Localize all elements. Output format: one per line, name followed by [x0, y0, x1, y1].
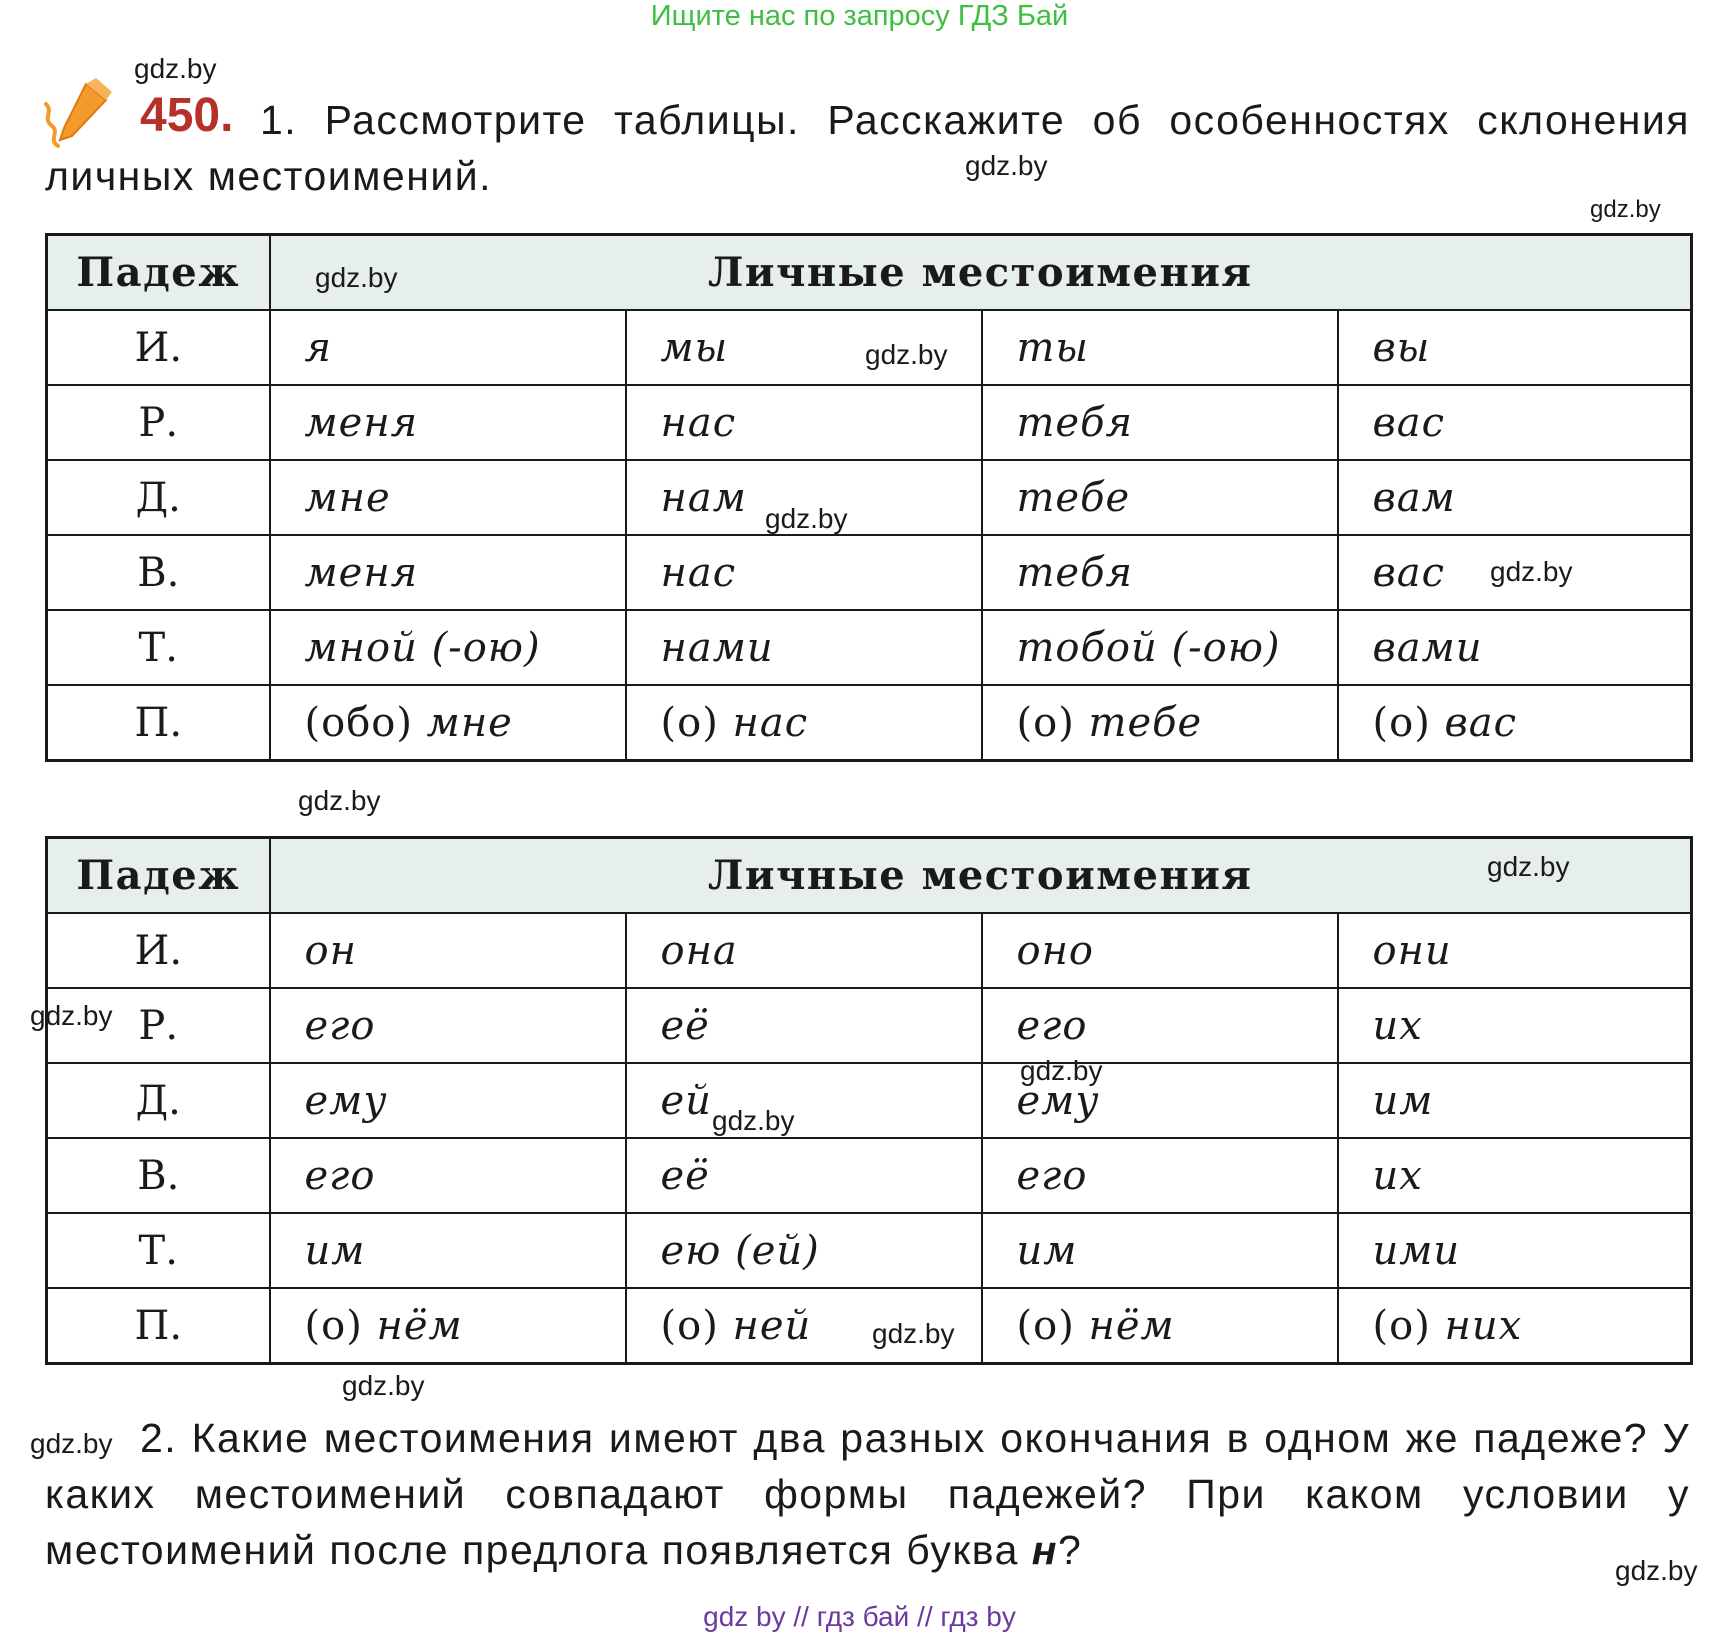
pronoun-form: они	[1372, 927, 1452, 974]
pronoun-form-cell	[982, 685, 1338, 761]
table-row	[47, 385, 1692, 460]
header-case: Падеж	[47, 235, 270, 311]
pronoun-form-cell	[270, 460, 626, 535]
watermark: gdz.by	[30, 1000, 113, 1031]
pronoun-form: нами	[660, 624, 774, 671]
watermark: gdz.by	[298, 785, 381, 816]
pronoun-form: ей	[660, 1077, 712, 1124]
pronoun-form: ему	[1016, 1077, 1100, 1124]
table-row	[47, 1288, 1692, 1364]
pronoun-form: ими	[1372, 1227, 1461, 1274]
pronoun-form: их	[1372, 1002, 1423, 1049]
pronoun-form: вас	[1372, 399, 1446, 446]
pronoun-form-cell	[270, 535, 626, 610]
table-row	[47, 685, 1692, 761]
letter-n: н	[1031, 1527, 1059, 1573]
table-header-row	[47, 838, 1692, 914]
task-2-end: ?	[1058, 1527, 1083, 1573]
pronoun-form-cell	[1338, 310, 1692, 385]
pronoun-form-cell	[982, 913, 1338, 988]
case-label: П.	[47, 685, 270, 761]
pronoun-form: мной (-ою)	[304, 624, 541, 671]
pronoun-form: мы	[660, 324, 729, 371]
watermark: gdz.by	[872, 1318, 955, 1349]
case-label: Д.	[47, 460, 270, 535]
bottom-watermark-line: gdz by // гдз бай // гдз by	[703, 1601, 1016, 1632]
table-row	[47, 913, 1692, 988]
preposition: (о)	[660, 1302, 733, 1349]
pronoun-form-cell	[982, 1288, 1338, 1364]
pronoun-form: тебе	[1016, 474, 1131, 521]
pronoun-form: вы	[1372, 324, 1431, 371]
pronoun-form: его	[1016, 1002, 1088, 1049]
case-label: В.	[47, 1138, 270, 1213]
pronoun-form-cell	[626, 535, 982, 610]
pronoun-form-cell	[982, 610, 1338, 685]
pronoun-form-cell	[626, 610, 982, 685]
pronoun-form-cell	[1338, 1063, 1692, 1138]
preposition: (о)	[660, 699, 733, 746]
table-row	[47, 1213, 1692, 1288]
watermark: gdz.by	[342, 1370, 425, 1401]
watermark: gdz.by	[30, 1428, 113, 1459]
exercise-number: 450.	[140, 89, 234, 142]
case-label: И.	[47, 913, 270, 988]
pronoun-form-cell	[1338, 988, 1692, 1063]
header-case: Падеж	[47, 838, 270, 914]
preposition: (о)	[1372, 1302, 1445, 1349]
pronoun-form-cell	[626, 385, 982, 460]
pronoun-form: её	[660, 1002, 710, 1049]
pronoun-form-cell	[1338, 610, 1692, 685]
pronoun-form: нём	[1088, 1302, 1175, 1349]
pronoun-form-cell	[982, 988, 1338, 1063]
table-row	[47, 1063, 1692, 1138]
pronoun-form: нас	[660, 549, 737, 596]
pronoun-form-cell	[626, 913, 982, 988]
pronoun-form: их	[1372, 1152, 1423, 1199]
pronoun-form: вами	[1372, 624, 1483, 671]
pronoun-form: она	[660, 927, 738, 974]
pronoun-form: ему	[304, 1077, 388, 1124]
case-label: Д.	[47, 1063, 270, 1138]
watermark: gdz.by	[1615, 1555, 1698, 1586]
pronoun-form-cell	[270, 1063, 626, 1138]
pronoun-form-cell	[270, 610, 626, 685]
pronoun-form: им	[1016, 1227, 1078, 1274]
pronoun-form: тебя	[1016, 399, 1133, 446]
case-label: Т.	[47, 610, 270, 685]
pronoun-form-cell	[982, 310, 1338, 385]
preposition: (о)	[304, 1302, 377, 1349]
pronoun-form: тебя	[1016, 549, 1133, 596]
header-pronouns: Личные местоимения	[270, 235, 1692, 311]
pronoun-form: тобой (-ою)	[1016, 624, 1281, 671]
pronoun-form: ею (ей)	[660, 1227, 820, 1274]
pronoun-form-cell	[982, 1138, 1338, 1213]
top-banner: Ищите нас по запросу ГДЗ Бай	[650, 0, 1069, 32]
task-2-text	[45, 1410, 1690, 1578]
table-row	[47, 535, 1692, 610]
pronoun-form-cell	[270, 1213, 626, 1288]
watermark: gdz.by	[1590, 196, 1661, 223]
pronoun-form-cell	[1338, 1138, 1692, 1213]
pronoun-form-cell	[270, 1138, 626, 1213]
pronoun-table-1	[45, 233, 1693, 762]
pronoun-form: им	[304, 1227, 366, 1274]
table-row	[47, 988, 1692, 1063]
watermark: gdz.by	[1487, 851, 1570, 882]
pronoun-form: нас	[660, 399, 737, 446]
case-label: Р.	[47, 385, 270, 460]
pronoun-form-cell	[270, 685, 626, 761]
pronoun-form-cell	[1338, 385, 1692, 460]
pronoun-form-cell	[1338, 685, 1692, 761]
pronoun-form: оно	[1016, 927, 1095, 974]
pronoun-form: его	[304, 1002, 376, 1049]
preposition: (о)	[1372, 699, 1445, 746]
pronoun-form-cell	[270, 310, 626, 385]
case-label: Т.	[47, 1213, 270, 1288]
watermark: gdz.by	[315, 262, 398, 293]
watermark: gdz.by	[1490, 556, 1573, 587]
pronoun-form-cell	[982, 385, 1338, 460]
watermark: gdz.by	[865, 339, 948, 370]
pronoun-form-cell	[626, 1063, 982, 1138]
pronoun-form: я	[304, 324, 332, 371]
pronoun-form-cell	[270, 1288, 626, 1364]
pronoun-form: тебе	[1088, 699, 1203, 746]
pronoun-form-cell	[626, 988, 982, 1063]
task-1-text: 1. Рассмотрите таблицы. Расскажите об особенностях склонения личных местоимений.	[45, 97, 1690, 199]
table-row	[47, 460, 1692, 535]
case-label: П.	[47, 1288, 270, 1364]
pronoun-form: нём	[376, 1302, 463, 1349]
pronoun-form: меня	[304, 549, 419, 596]
table-row	[47, 610, 1692, 685]
pronoun-form: вам	[1372, 474, 1456, 521]
pronoun-form-cell	[626, 1213, 982, 1288]
pronoun-form-cell	[1338, 1213, 1692, 1288]
task-2-main: 2. Какие местоимения имеют два разных окончания в одном же падеже? У каких местоимений совпадают формы падежей? При каком условии у местоимений после предлога появляется буква	[45, 1415, 1690, 1573]
watermark: gdz.by	[712, 1105, 795, 1136]
pronoun-form-cell	[626, 1138, 982, 1213]
pronoun-form-cell	[1338, 1288, 1692, 1364]
table-row	[47, 1138, 1692, 1213]
pronoun-form: её	[660, 1152, 710, 1199]
pronoun-form-cell	[1338, 913, 1692, 988]
pronoun-form-cell	[270, 385, 626, 460]
case-label: В.	[47, 535, 270, 610]
pronoun-form: мне	[426, 699, 513, 746]
watermark: gdz.by	[1020, 1055, 1103, 1086]
pronoun-form-cell	[982, 460, 1338, 535]
pronoun-form: он	[304, 927, 357, 974]
pronoun-form: его	[1016, 1152, 1088, 1199]
pronoun-form-cell	[626, 685, 982, 761]
watermark: gdz.by	[765, 503, 848, 534]
case-label: И.	[47, 310, 270, 385]
preposition: (обо)	[304, 699, 427, 746]
pronoun-form: нас	[732, 699, 809, 746]
pronoun-form-cell	[982, 1213, 1338, 1288]
watermark: gdz.by	[134, 53, 217, 84]
pronoun-form-cell	[1338, 460, 1692, 535]
pronoun-form-cell	[270, 913, 626, 988]
header-pronouns: Личные местоимения	[270, 838, 1692, 914]
pronoun-form: им	[1372, 1077, 1434, 1124]
pronoun-table-2	[45, 836, 1693, 1365]
table-header-row	[47, 235, 1692, 311]
pronoun-form-cell	[270, 988, 626, 1063]
pronoun-form: ты	[1016, 324, 1090, 371]
preposition: (о)	[1016, 699, 1089, 746]
pronoun-form: мне	[304, 474, 391, 521]
case-label: Р.	[47, 988, 270, 1063]
pronoun-form: вас	[1444, 699, 1518, 746]
pronoun-form: меня	[304, 399, 419, 446]
pronoun-form: нам	[660, 474, 747, 521]
preposition: (о)	[1016, 1302, 1089, 1349]
pronoun-form-cell	[982, 535, 1338, 610]
pronoun-form: ней	[732, 1302, 812, 1349]
pronoun-form: вас	[1372, 549, 1446, 596]
watermark: gdz.by	[965, 150, 1048, 181]
pronoun-form: его	[304, 1152, 376, 1199]
pronoun-form: них	[1444, 1302, 1523, 1349]
